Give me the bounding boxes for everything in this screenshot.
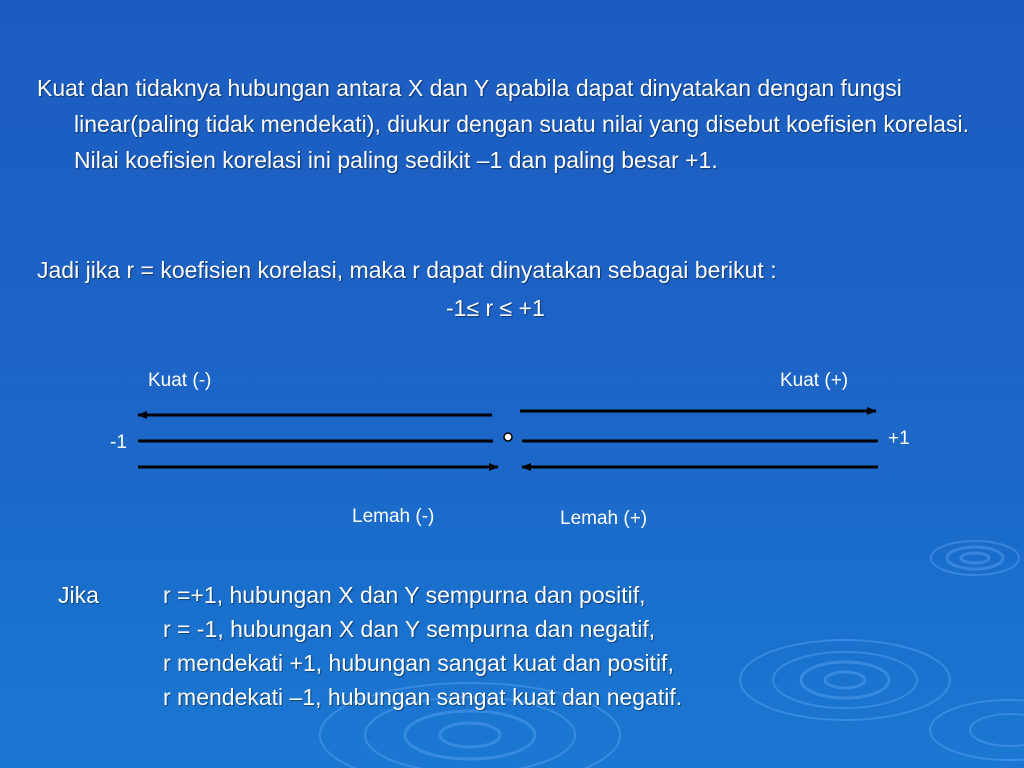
condition-item: r mendekati –1, hubungan sangat kuat dan negatif. — [163, 684, 683, 710]
intro-paragraph: Kuat dan tidaknya hubungan antara X dan Y apabila dapat dinyatakan dengan fungsi linear(paling tidak mendekati), diukur dengan suatu nilai yang disebut koefisien korelasi. Nilai koefisien korelasi ini paling sedikit –1 dan paling besar +1. — [37, 75, 969, 173]
conditions-lead: Jika — [58, 582, 99, 608]
zero-point-marker — [504, 433, 512, 441]
conditions-list — [163, 578, 682, 714]
range-formula: -1≤ r ≤ +1 — [446, 295, 545, 321]
label-weak-negative: Lemah (-) — [352, 506, 435, 527]
label-minus-one: -1 — [110, 432, 127, 453]
condition-item: r = -1, hubungan X dan Y sempurna dan negatif, — [163, 616, 656, 642]
label-strong-positive: Kuat (+) — [780, 370, 849, 391]
definition-paragraph: Jadi jika r = koefisien korelasi, maka r dapat dinyatakan sebagai berikut : — [37, 257, 777, 283]
condition-item: r mendekati +1, hubungan sangat kuat dan positif, — [163, 650, 674, 676]
condition-item: r =+1, hubungan X dan Y sempurna dan positif, — [163, 582, 646, 608]
label-strong-negative: Kuat (-) — [148, 370, 212, 391]
label-weak-positive: Lemah (+) — [560, 508, 648, 529]
label-plus-one: +1 — [888, 428, 910, 449]
